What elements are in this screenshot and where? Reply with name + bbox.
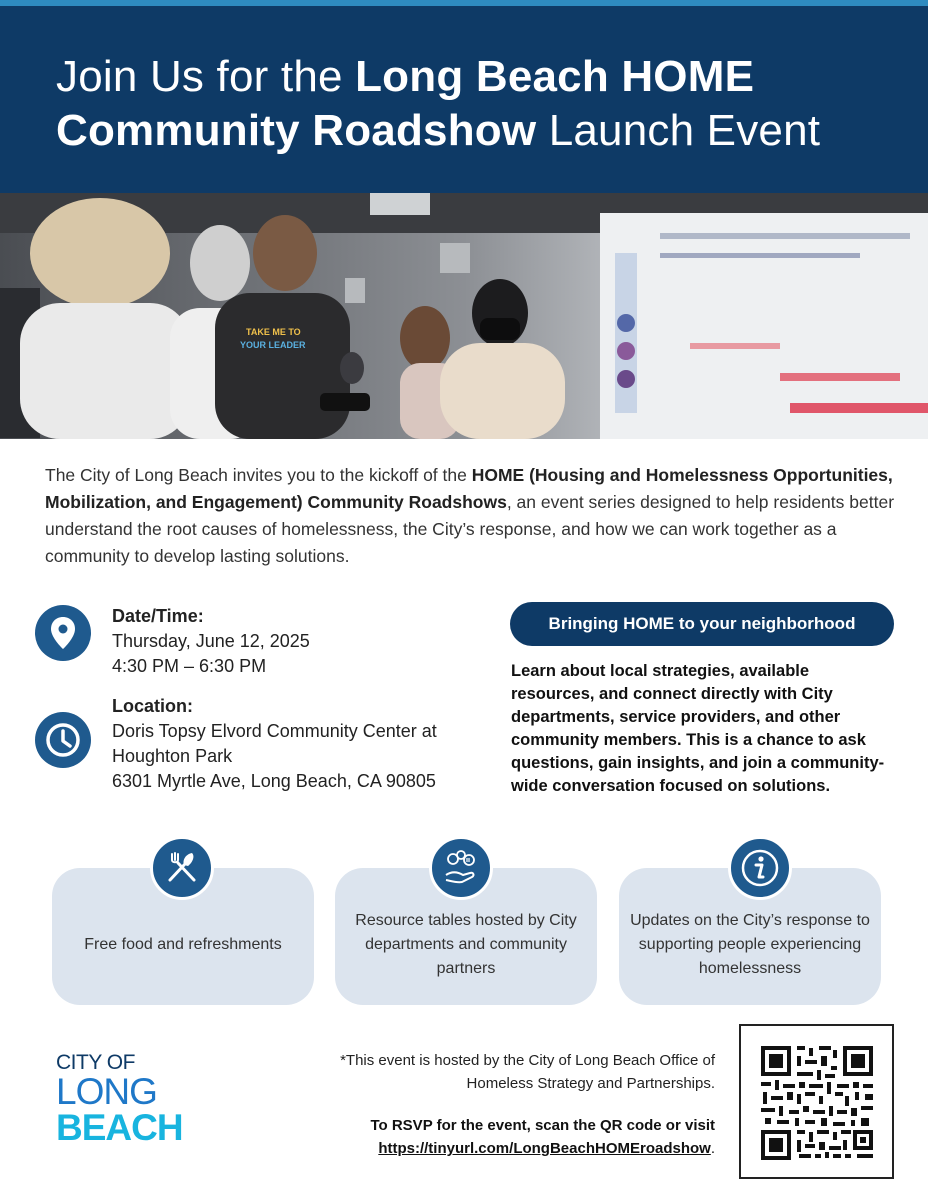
location-address: 6301 Myrtle Ave, Long Beach, CA 90805 (112, 771, 436, 791)
intro-paragraph: The City of Long Beach invites you to the kickoff of the HOME (Housing and Homelessness Opportunities, Mobilization, and Engagement) Community Roadshows, an event series designed to help residents better understand the root causes of homelessness, the City’s response, and how we can work together as a community to develop lasting solutions. (45, 465, 895, 566)
event-date: Thursday, June 12, 2025 (112, 631, 310, 651)
location-line2: Houghton Park (112, 746, 233, 766)
logo-line3: BEACH (56, 1107, 183, 1148)
clock-icon (35, 712, 91, 768)
shirt-text-line1: TAKE ME TO (246, 327, 301, 337)
datetime-block (112, 604, 310, 679)
hand-resources-icon (429, 836, 493, 900)
card-updates-text: Updates on the City’s response to supporting people experiencing homelessness (630, 911, 870, 977)
rsvp-text: To RSVP for the event, scan the QR code or visit https://tinyurl.com/LongBeachHOMEroadshow. (370, 1117, 715, 1157)
city-logo (56, 1052, 183, 1146)
rsvp-link[interactable]: https://tinyurl.com/LongBeachHOMEroadshow (378, 1140, 711, 1157)
location-pin-icon (35, 605, 91, 661)
info-icon (728, 836, 792, 900)
card-resources-text: Resource tables hosted by City departments and community partners (355, 911, 577, 977)
shirt-text-line2: YOUR LEADER (240, 340, 306, 350)
location-label: Location: (112, 696, 193, 716)
header-banner (0, 6, 928, 193)
event-time: 4:30 PM – 6:30 PM (112, 656, 267, 676)
qr-code-pattern (741, 1026, 892, 1177)
card-food-text: Free food and refreshments (84, 935, 282, 953)
location-block (112, 694, 437, 794)
neighborhood-pill: Bringing HOME to your neighborhood (510, 602, 894, 646)
event-photo (0, 193, 928, 439)
page-title: Join Us for the Long Beach HOME Community Roadshow Launch Event (56, 52, 821, 155)
qr-code[interactable] (739, 1024, 894, 1179)
fork-knife-icon (150, 836, 214, 900)
datetime-label: Date/Time: (112, 606, 204, 626)
event-photo-illustration (0, 193, 928, 439)
location-line1: Doris Topsy Elvord Community Center at (112, 721, 437, 741)
neighborhood-description: Learn about local strategies, available resources, and connect directly with City departments, service providers, and other community members. This is a chance to ask questions, gain insights, and join a community-wide conversation focused on solutions. (511, 662, 885, 795)
hosted-note: *This event is hosted by the City of Long Beach Office of Homeless Strategy and Partnerships. (340, 1052, 715, 1092)
logo-line1: CITY OF (56, 1051, 135, 1074)
logo-line2: LONG (56, 1071, 157, 1112)
